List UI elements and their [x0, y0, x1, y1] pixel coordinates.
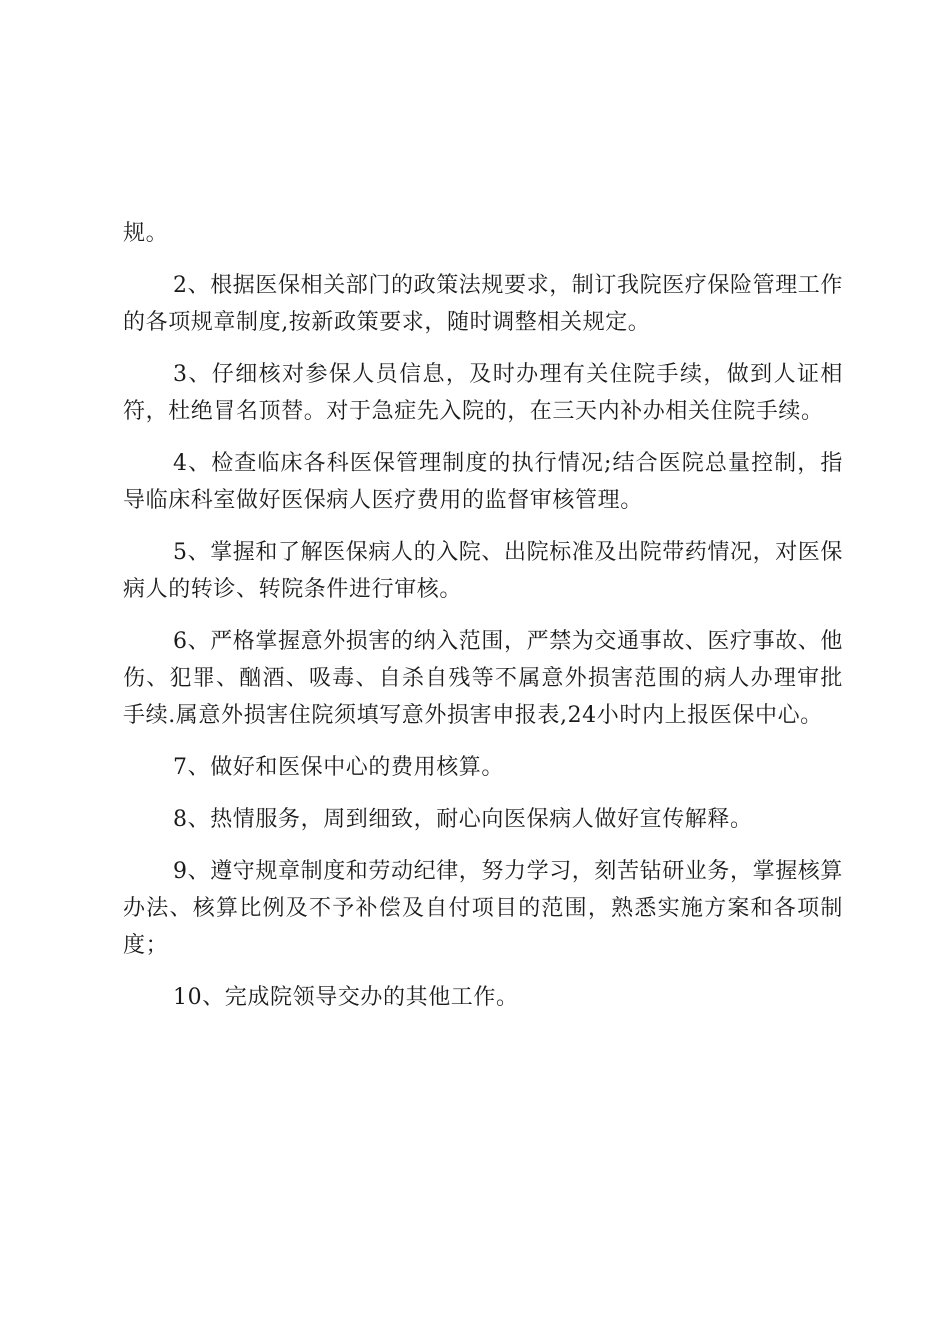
- paragraph-item-2: 2、根据医保相关部门的政策法规要求，制订我院医疗保险管理工作的各项规章制度,按新政策要求，随时调整相关规定。: [123, 273, 843, 335]
- paragraph-item-7: 7、做好和医保中心的费用核算。: [173, 755, 504, 780]
- paragraph-item-4: 4、检查临床各科医保管理制度的执行情况;结合医院总量控制，指导临床科室做好医保病人医疗费用的监督审核管理。: [123, 451, 843, 513]
- paragraph-item-8: 8、热情服务，周到细致，耐心向医保病人做好宣传解释。: [173, 807, 753, 832]
- paragraph-item-3: 3、仔细核对参保人员信息，及时办理有关住院手续，做到人证相符，杜绝冒名顶替。对于急症先入院的，在三天内补办相关住院手续。: [123, 362, 843, 424]
- paragraph-continuation: 规。: [123, 221, 169, 246]
- paragraph-item-6: 6、严格掌握意外损害的纳入范围，严禁为交通事故、医疗事故、他伤、犯罪、酗酒、吸毒、自杀自残等不属意外损害范围的病人办理审批手续.属意外损害住院须填写意外损害申报表,24小时内上报医保中心。: [123, 629, 843, 728]
- paragraph-item-9: 9、遵守规章制度和劳动纪律，努力学习，刻苦钻研业务，掌握核算办法、核算比例及不予补偿及自付项目的范围，熟悉实施方案和各项制度；: [123, 859, 843, 958]
- paragraph-item-5: 5、掌握和了解医保病人的入院、出院标准及出院带药情况，对医保病人的转诊、转院条件进行审核。: [123, 540, 843, 602]
- document-body: [123, 215, 843, 1031]
- paragraph-item-10: 10、完成院领导交办的其他工作。: [173, 985, 519, 1010]
